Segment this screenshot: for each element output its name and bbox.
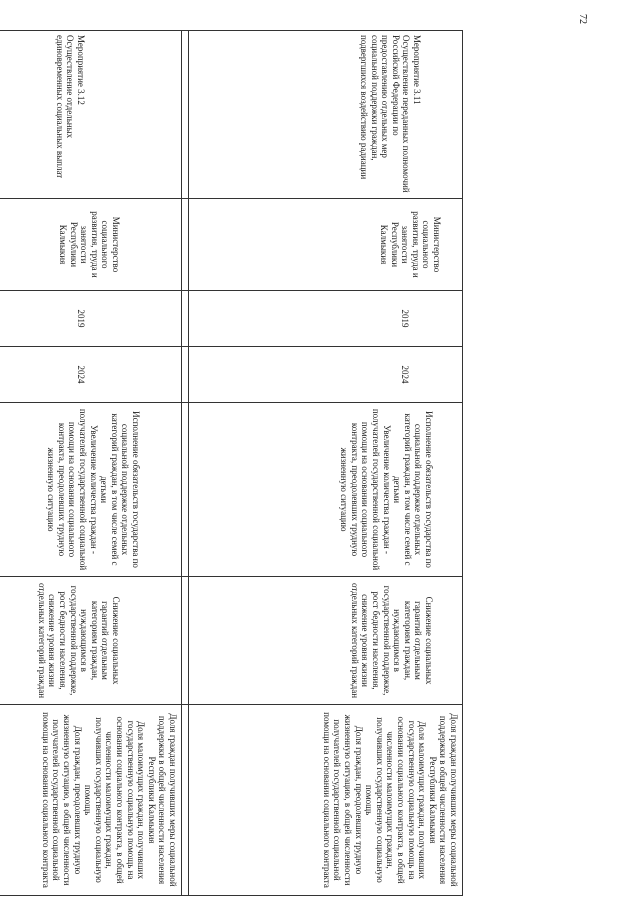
consequences-cell xyxy=(189,577,463,705)
indicators-cell xyxy=(189,705,463,896)
consequences-text: Снижение социальных гарантий отдельным категориям граждан, нуждающимся в государственной поддержке, рост бедности населения, снижение уровня жизни отдельных категорий граждан xyxy=(349,582,434,699)
result-text-b: Увеличение количества граждан - получателей государственной социальной помощи на основании социального контракта, преодолевших трудную жизненную ситуацию xyxy=(46,408,99,571)
indicator-text-c: Доля граждан, преодолевших трудную жизненную ситуацию, в общей численности получателей государственной социальной помощи на основании социального контракта xyxy=(40,712,83,888)
result-text-a: Исполнение обязательств государства по социальной поддержке отдельных категорий граждан, в том числе семей с детьми xyxy=(99,411,141,568)
end-year: 2024 xyxy=(76,365,86,384)
end-year-cell xyxy=(189,347,463,403)
table-row xyxy=(0,31,182,896)
rotated-page-content xyxy=(36,30,463,895)
indicators-cell xyxy=(0,705,182,896)
measure-text: Мероприятие 3.11 Осуществление переданных полномочий Российской Федерации по предоставлению отдельных мер социальной поддержки граждан, подвергшихся воздействию радиации xyxy=(359,35,422,193)
start-year: 2019 xyxy=(400,309,410,328)
result-cell xyxy=(0,403,182,577)
page-number: 72 xyxy=(577,14,588,24)
table-row xyxy=(189,31,463,896)
executor-text: Министерство социального развития, труда и занятости Республики Калмыкия xyxy=(58,211,121,278)
executor-cell xyxy=(189,199,463,291)
executor-text: Министерство социального развития, труда и занятости Республики Калмыкия xyxy=(379,211,442,278)
indicator-text-a: Доля граждан получивших меры социальной поддержки в общей численности населения Республики Калмыкия xyxy=(146,713,178,887)
measure-cell xyxy=(0,31,182,199)
result-text-b: Увеличение количества граждан - получателей государственной социальной помощи на основании социального контракта, преодолевших трудную жизненную ситуацию xyxy=(339,408,392,571)
indicator-text-a: Доля граждан получивших меры социальной поддержки в общей численности населения Республики Калмыкия xyxy=(427,713,459,887)
program-measures-table xyxy=(0,30,463,896)
measure-cell xyxy=(189,31,463,199)
executor-cell xyxy=(0,199,182,291)
measure-text: Мероприятие 3.12 Осуществление отдельных единовременных социальных выплат xyxy=(54,35,86,179)
table-row-spacer xyxy=(182,31,189,896)
indicator-text-c: Доля граждан, преодолевших трудную жизненную ситуацию, в общей численности получателей государственной социальной помощи на основании социального контракта xyxy=(321,712,364,888)
end-year: 2024 xyxy=(400,365,410,384)
consequences-cell xyxy=(0,577,182,705)
start-year-cell xyxy=(0,291,182,347)
consequences-text: Снижение социальных гарантий отдельным категориям граждан, нуждающимся в государственной поддержке, рост бедности населения, снижение уровня жизни отдельных категорий граждан xyxy=(36,582,121,699)
start-year-cell xyxy=(189,291,463,347)
result-text-a: Исполнение обязательств государства по социальной поддержке отдельных категорий граждан, в том числе семей с детьми xyxy=(392,411,434,568)
start-year: 2019 xyxy=(76,309,86,328)
result-cell xyxy=(189,403,463,577)
end-year-cell xyxy=(0,347,182,403)
indicator-text-b: Доля малоимущих граждан, получивших государственную социальную помощь на основании социального контракта, в общей численности малоимущих граждан, получивших государственную социальную помощь xyxy=(83,716,147,884)
indicator-text-b: Доля малоимущих граждан, получивших государственную социальную помощь на основании социального контракта, в общей численности малоимущих граждан, получивших государственную социальную помощь xyxy=(364,716,428,884)
